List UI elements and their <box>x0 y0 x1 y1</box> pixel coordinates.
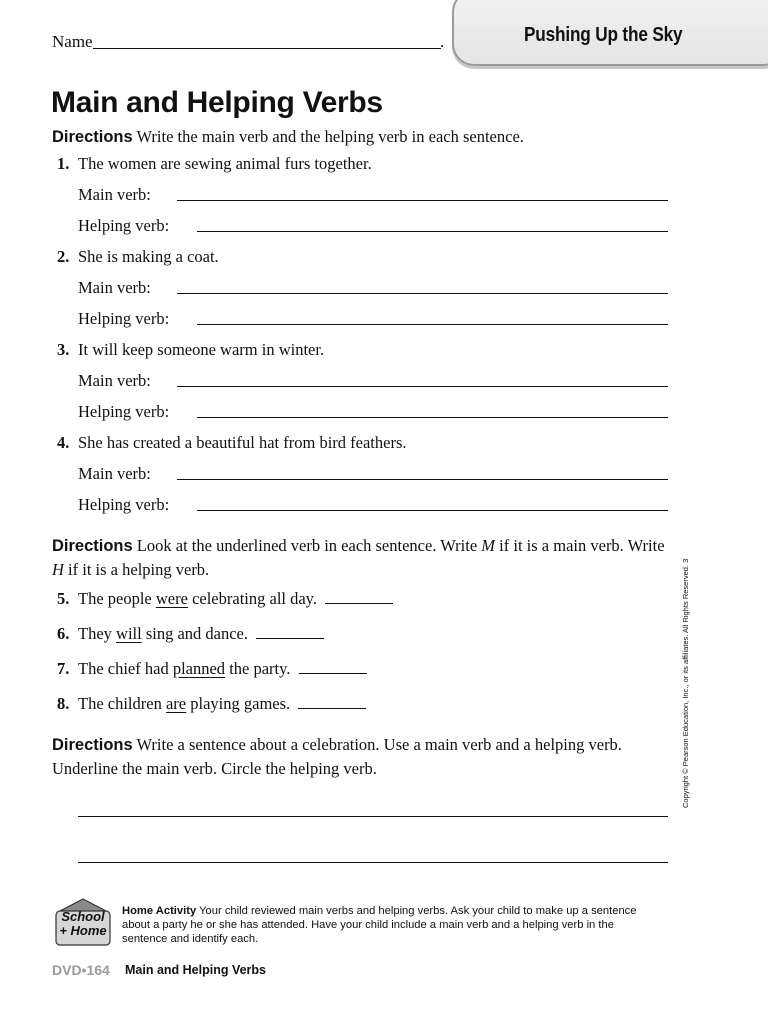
main-verb-answer-line[interactable] <box>177 200 668 201</box>
name-period: . <box>440 32 445 51</box>
sentence-end: celebrating all day. <box>192 589 317 608</box>
question-number: 4. <box>57 433 70 452</box>
question-text <box>78 694 366 714</box>
question-text <box>78 589 393 609</box>
helping-verb-answer-line[interactable] <box>197 231 668 232</box>
sentence-end: playing games. <box>190 694 291 713</box>
underlined-verb: planned <box>172 659 226 678</box>
name-label: Name <box>52 32 93 51</box>
logo-line-1: School <box>61 909 105 924</box>
directions-label: Directions <box>52 537 133 555</box>
letter-m: M <box>481 536 496 555</box>
question-number: 3. <box>57 340 70 359</box>
main-verb-answer-line[interactable] <box>177 479 668 480</box>
main-verb-answer-line[interactable] <box>177 386 668 387</box>
school-home-logo <box>52 896 114 948</box>
answer-blank[interactable] <box>299 673 367 674</box>
sentence-answer-line[interactable] <box>78 816 668 817</box>
question-number: 2. <box>57 247 70 266</box>
underlined-verb: were <box>155 589 188 608</box>
home-activity <box>122 904 662 947</box>
answer-blank[interactable] <box>256 638 324 639</box>
sentence-start: The chief had <box>78 659 169 678</box>
question-text <box>78 624 324 644</box>
question-text: She is making a coat. <box>78 247 219 266</box>
directions-label: Directions <box>52 128 133 146</box>
question-number: 8. <box>57 694 70 713</box>
main-verb-label: Main verb: <box>78 464 151 483</box>
sentence-end: the party. <box>229 659 291 678</box>
answer-blank[interactable] <box>298 708 366 709</box>
footer-title: Main and Helping Verbs <box>125 963 266 977</box>
helping-verb-label: Helping verb: <box>78 495 170 514</box>
main-verb-label: Main verb: <box>78 371 151 390</box>
story-title: Pushing Up the Sky <box>524 24 683 46</box>
home-activity-text: Your child reviewed main verbs and helping verbs. Ask your child to make up a sentence about a party he or she has attended. Have your child include a main verb and a helping verb in the sentence and identify each. <box>122 905 637 946</box>
directions-text: if it is a helping verb. <box>68 560 210 579</box>
home-activity-label: Home Activity <box>122 905 197 917</box>
helping-verb-answer-line[interactable] <box>197 417 668 418</box>
question-text: The women are sewing animal furs together. <box>78 154 372 173</box>
question-number: 7. <box>57 659 70 678</box>
directions-text: if it is a main verb. <box>499 536 624 555</box>
letter-h: H <box>52 560 64 579</box>
helping-verb-label: Helping verb: <box>78 309 170 328</box>
helping-verb-answer-line[interactable] <box>197 324 668 325</box>
answer-blank[interactable] <box>325 603 393 604</box>
question-text: It will keep someone warm in winter. <box>78 340 325 359</box>
question-text: She has created a beautiful hat from bird feathers. <box>78 433 407 452</box>
helping-verb-label: Helping verb: <box>78 216 170 235</box>
sentence-answer-line[interactable] <box>78 862 668 863</box>
helping-verb-answer-line[interactable] <box>197 510 668 511</box>
page-title: Main and Helping Verbs <box>51 86 383 119</box>
underlined-verb: are <box>165 694 187 713</box>
question-number: 1. <box>57 154 70 173</box>
logo-line-2: + Home <box>59 923 107 938</box>
copyright-notice: Copyright © Pearson Education, Inc., or its affiliates. All Rights Reserved. 3 <box>681 558 690 808</box>
sentence-start: The children <box>78 694 162 713</box>
main-verb-label: Main verb: <box>78 278 151 297</box>
question-number: 6. <box>57 624 70 643</box>
directions-2 <box>52 534 677 582</box>
directions-3 <box>52 733 677 781</box>
question-text <box>78 659 367 679</box>
helping-verb-label: Helping verb: <box>78 402 170 421</box>
question-number: 5. <box>57 589 70 608</box>
directions-text: Write the main verb and the helping verb in each sentence. <box>136 127 524 146</box>
directions-text: Write <box>627 536 665 555</box>
main-verb-answer-line[interactable] <box>177 293 668 294</box>
underlined-verb: will <box>116 624 142 643</box>
main-verb-label: Main verb: <box>78 185 151 204</box>
directions-label: Directions <box>52 736 133 754</box>
directions-1 <box>52 125 524 149</box>
directions-text: Underline the main verb. Circle the helping verb. <box>52 759 377 778</box>
sentence-start: The people <box>78 589 152 608</box>
directions-text: Look at the underlined verb in each sentence. Write <box>136 536 478 555</box>
page-number: DVD•164 <box>52 962 110 978</box>
name-field[interactable] <box>93 48 441 49</box>
directions-text: Write a sentence about a celebration. Use a main verb and a helping verb. <box>136 735 622 754</box>
sentence-start: They <box>78 624 112 643</box>
sentence-end: sing and dance. <box>145 624 249 643</box>
